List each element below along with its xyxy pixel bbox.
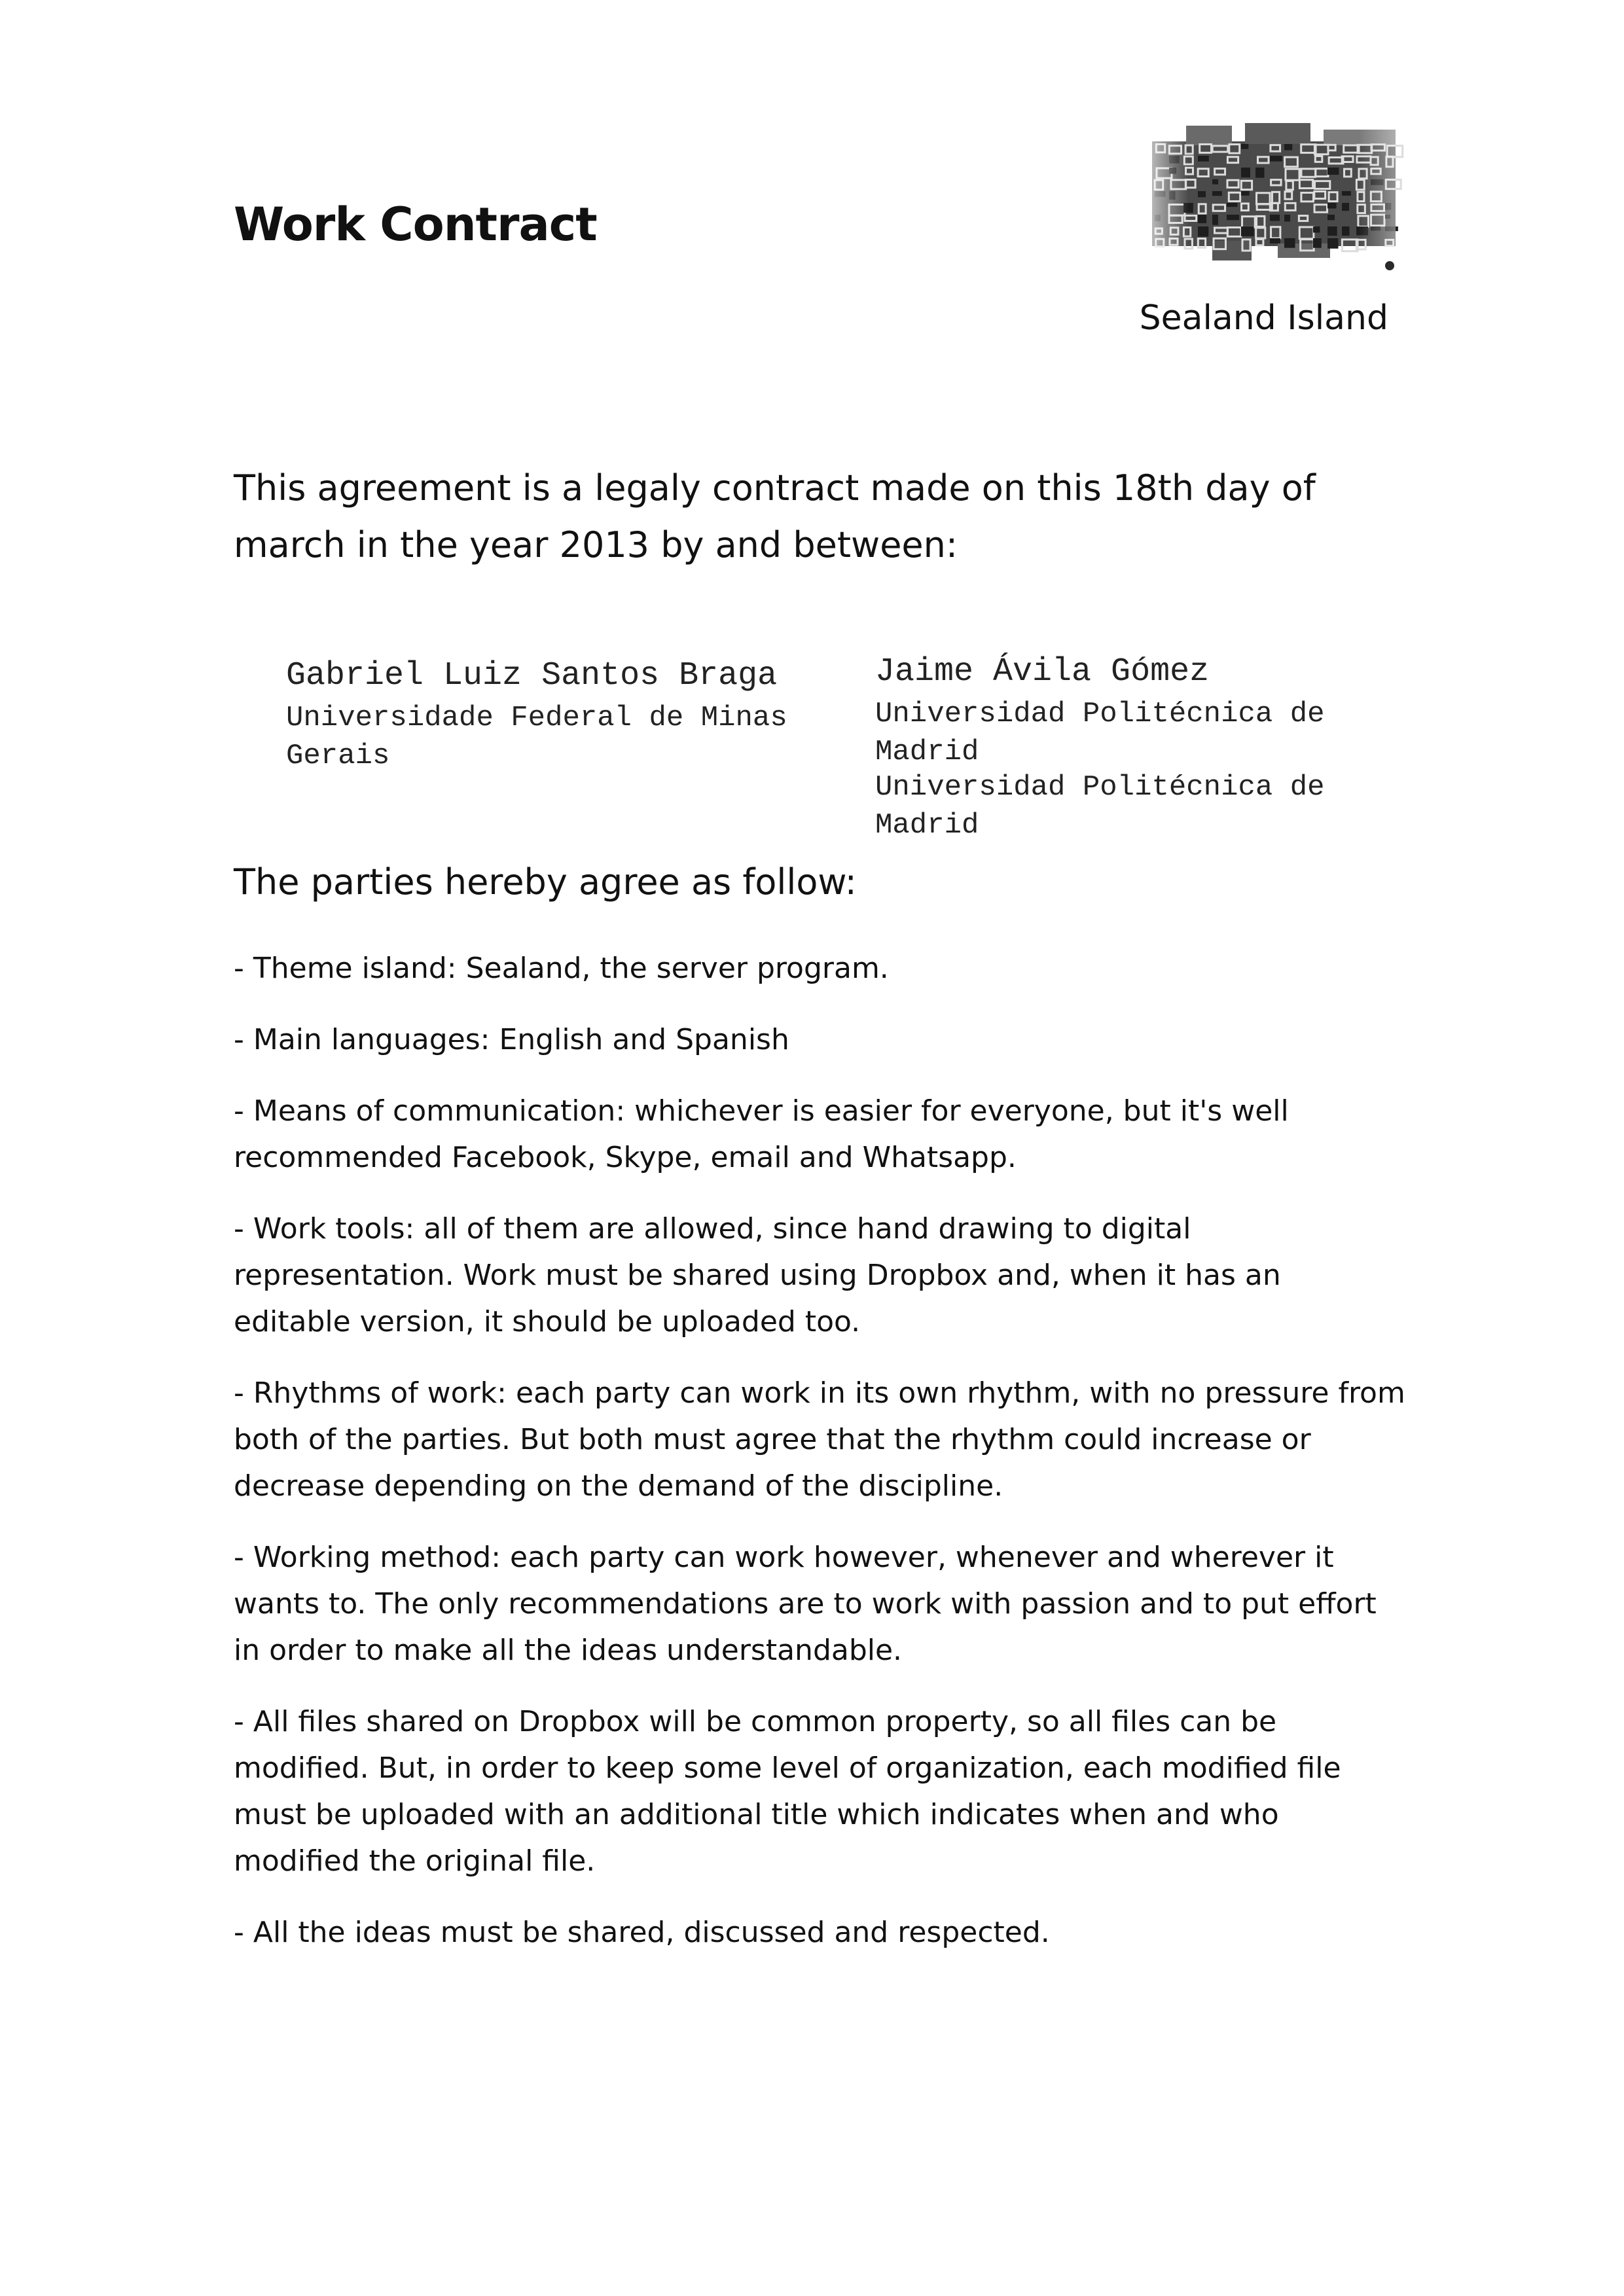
agreement-heading: The parties hereby agree as follow: <box>234 861 857 903</box>
clipped-text-line <box>875 771 1399 842</box>
clause-item: - All files shared on Dropbox will be common property, so all files can be modified. But, in order to keep some level of organization, each modified file must be uploaded with an additional title which indicates when and who modified the original file. <box>234 1705 1341 1878</box>
contract-location: Sealand Island <box>1139 298 1388 338</box>
document-title: Work Contract <box>234 198 597 251</box>
clause-item: - Working method: each party can work however, whenever and wherever it wants to. The only recommendations are to work with passion and to put effort in order to make all the ideas understandable. <box>234 1541 1377 1667</box>
clause-list <box>234 945 1405 1981</box>
contract-intro: This agreement is a legaly contract made on this 18th day of march in the year 2013 by and between: <box>234 467 1316 565</box>
clause-item: - Main languages: English and Spanish <box>234 1023 789 1056</box>
party-institution: Universidade Federal de Minas Gerais <box>286 702 787 772</box>
clause-item: - Theme island: Sealand, the server program. <box>234 952 889 985</box>
clause-item: - Rhythms of work: each party can work in its own rhythm, with no pressure from both of the parties. But both must agree that the rhythm could increase or decrease depending on the demand of the discipline. <box>234 1376 1405 1503</box>
party-2 <box>875 649 1386 771</box>
clause-item: - Means of communication: whichever is easier for everyone, but it's well recommended Facebook, Skype, email and Whatsapp. <box>234 1094 1289 1174</box>
party-name: Jaime Ávila Gómez <box>875 653 1210 691</box>
party-1 <box>286 653 797 775</box>
clause-item: - All the ideas must be shared, discussed and respected. <box>234 1916 1050 1949</box>
party-institution: Universidad Politécnica de Madrid <box>875 698 1325 768</box>
party-name: Gabriel Luiz Santos Braga <box>286 657 778 694</box>
clipped-text: Universidad Politécnica de Madrid <box>875 771 1325 842</box>
maze-pattern-logo-icon <box>1147 123 1402 275</box>
clause-item: - Work tools: all of them are allowed, since hand drawing to digital representation. Work must be shared using Dropbox and, when it has an editable version, it should be uploaded too. <box>234 1212 1281 1338</box>
